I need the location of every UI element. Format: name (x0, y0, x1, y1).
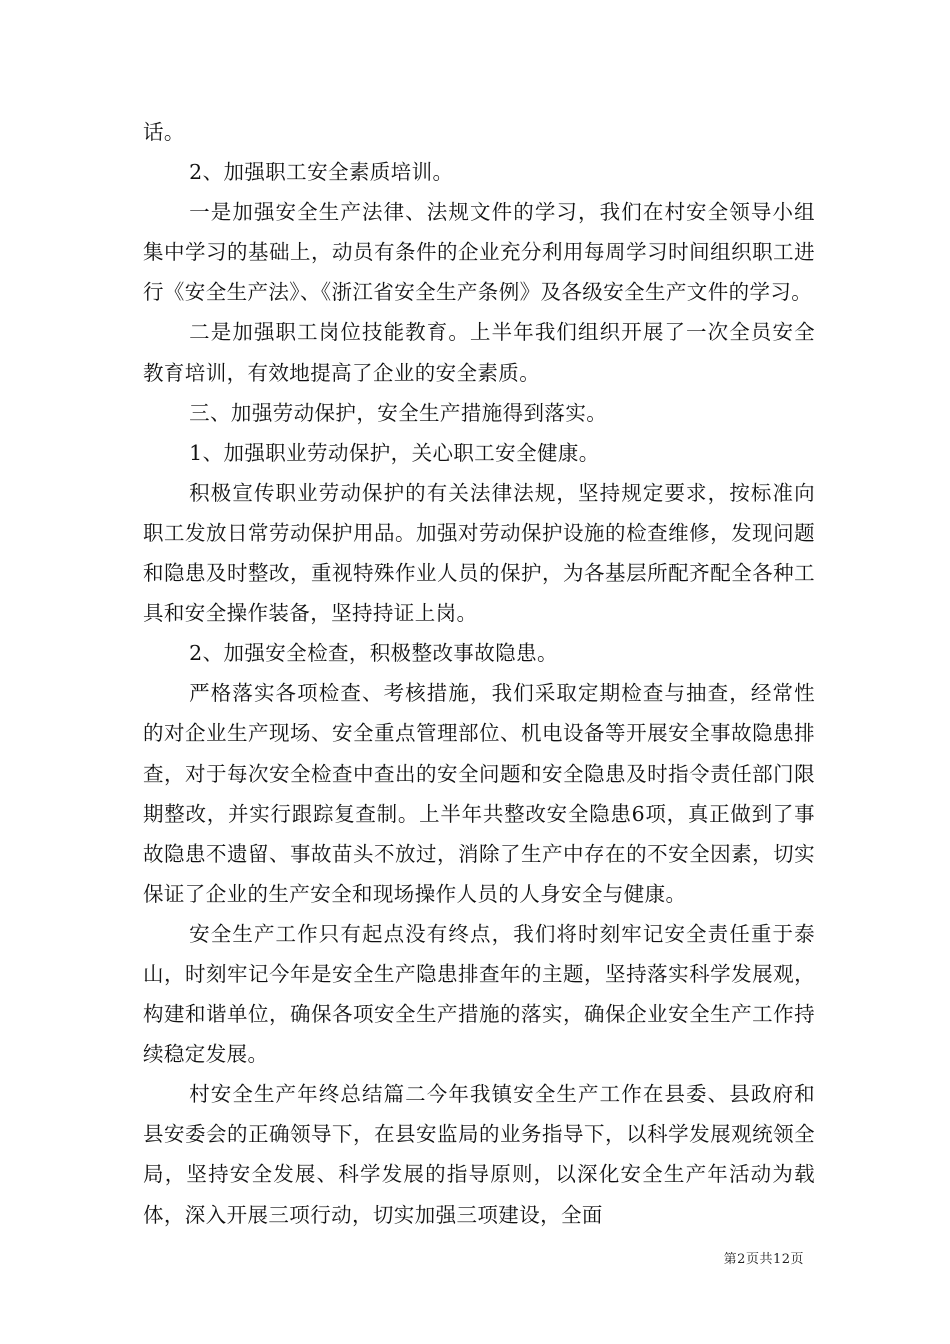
page-number-footer: 第2页共12页 (723, 1252, 804, 1267)
paragraph: 积极宣传职业劳动保护的有关法律法规，坚持规定要求，按标准向职工发放日常劳动保护用品。加强对劳动保护设施的检查维修，发现问题和隐患及时整改，重视特殊作业人员的保护，为各基层所配齐配全各种工具和安全操作装备，坚持持证上岗。 (143, 480, 815, 626)
document-body (143, 112, 815, 1235)
paragraph: 村安全生产年终总结篇二今年我镇安全生产工作在县委、县政府和县安委会的正确领导下，在县安监局的业务指导下，以科学发展观统领全局，坚持安全发展、科学发展的指导原则，以深化安全生产年活动为载体，深入开展三项行动，切实加强三项建设，全面 (143, 1082, 815, 1227)
paragraph: 话。 (143, 120, 185, 144)
subsection-heading: 2、加强安全检查，积极整改事故隐患。 (189, 641, 558, 666)
paragraph: 一是加强安全生产法律、法规文件的学习，我们在村安全领导小组集中学习的基础上，动员有条件的企业充分利用每周学习时间组织职工进行《安全生产法》、《浙江省安全生产条例》及各级安全生产文件的学习。 (143, 200, 815, 305)
paragraph: 二是加强职工岗位技能教育。上半年我们组织开展了一次全员安全教育培训，有效地提高了企业的安全素质。 (143, 320, 815, 385)
paragraph: 2、加强职工安全素质培训。 (189, 160, 454, 185)
subsection-heading: 1、加强职业劳动保护，关心职工安全健康。 (189, 440, 600, 465)
paragraph: 安全生产工作只有起点没有终点，我们将时刻牢记安全责任重于泰山，时刻牢记今年是安全生产隐患排查年的主题，坚持落实科学发展观，构建和谐单位，确保各项安全生产措施的落实，确保企业安全生产工作持续稳定发展。 (143, 921, 815, 1067)
section-heading: 三、加强劳动保护，安全生产措施得到落实。 (189, 400, 608, 425)
paragraph: 严格落实各项检查、考核措施，我们采取定期检查与抽查，经常性的对企业生产现场、安全重点管理部位、机电设备等开展安全事故隐患排查，对于每次安全检查中查出的安全问题和安全隐患及时指令责任部门限期整改，并实行跟踪复查制。上半年共整改安全隐患6项，真正做到了事故隐患不遗留、事故苗头不放过，消除了生产中存在的不安全因素，切实保证了企业的生产安全和现场操作人员的人身安全与健康。 (143, 681, 815, 906)
